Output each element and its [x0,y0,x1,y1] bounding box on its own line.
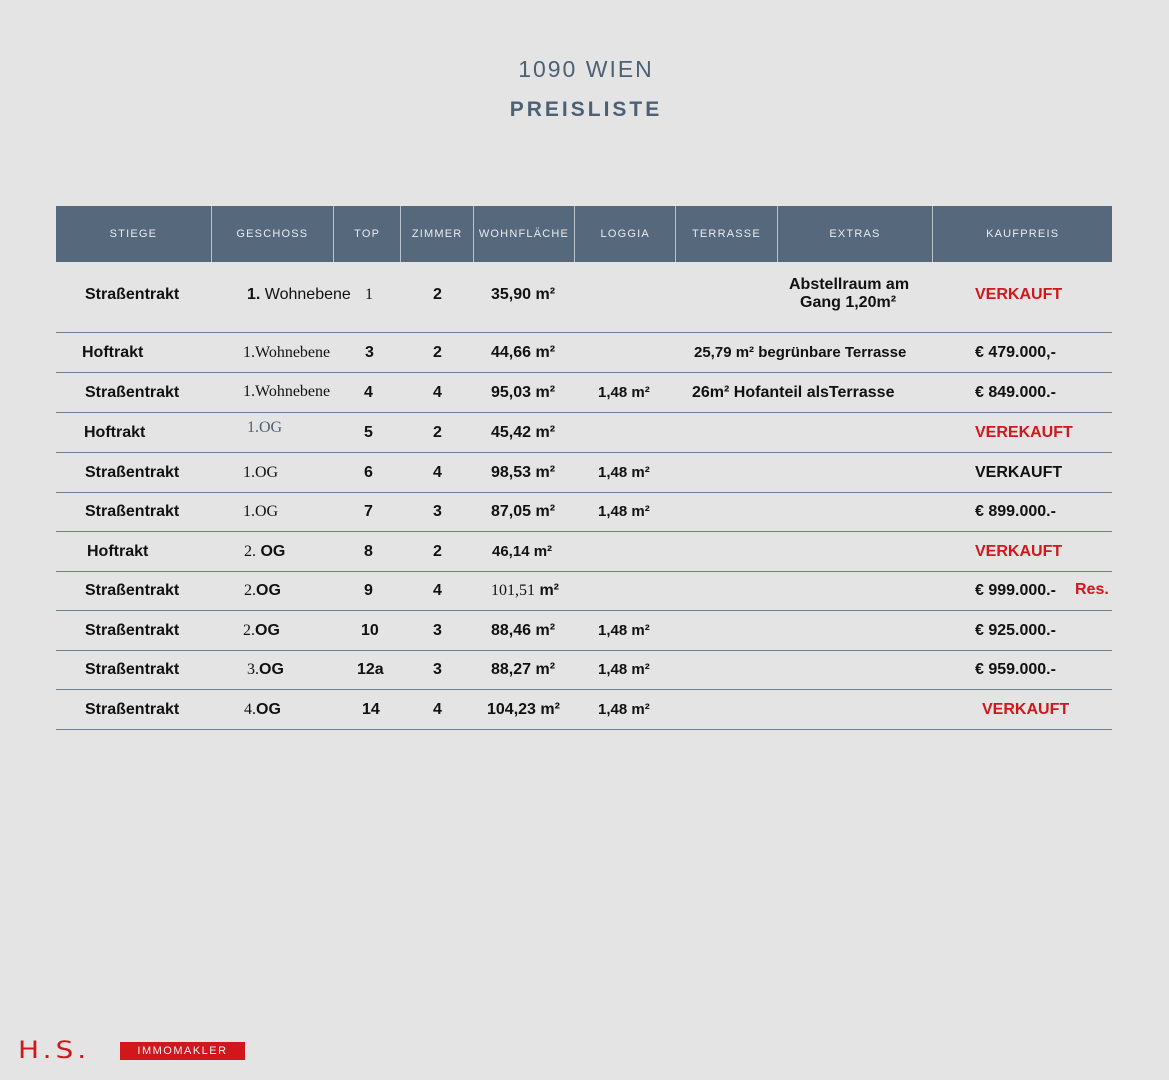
cell-kaufpreis: € 999.000.- [975,582,1056,599]
cell-geschoss: 2.OG [244,582,281,599]
col-header-geschoss: GESCHOSS [212,206,334,262]
table-row [56,651,1112,690]
cell-zimmer: 4 [433,582,442,599]
cell-top: 7 [364,503,373,520]
cell-top: 9 [364,582,373,599]
cell-geschoss: 1.Wohnebene [243,383,331,400]
cell-kaufpreis: € 925.000.- [975,622,1056,639]
cell-wohnflaeche: 88,46 m² [491,622,556,639]
cell-loggia: 1,48 m² [598,661,650,678]
cell-extras: 26m² Hofanteil alsTerrasse [692,384,895,401]
cell-wohnflaeche: 88,27 m² [491,661,556,678]
cell-top: 8 [364,543,373,560]
cell-wohnflaeche: 98,53 m² [491,464,556,481]
table-row [56,572,1112,611]
cell-zimmer: 3 [433,661,442,678]
cell-loggia: 1,48 m² [598,464,650,481]
cell-top: 12a [357,661,384,678]
cell-geschoss: 4.OG [244,701,281,718]
cell-stiege: Straßentrakt [85,582,180,599]
cell-wohnflaeche: 45,42 m² [491,424,556,441]
cell-stiege: Straßentrakt [85,464,180,481]
cell-top: 3 [365,344,374,361]
cell-kaufpreis: VERKAUFT [982,701,1070,718]
cell-wohnflaeche: 87,05 m² [491,503,556,520]
cell-kaufpreis: VEREKAUFT [975,424,1073,441]
logo-brand: H.S. [18,1036,91,1065]
table-row [56,493,1112,532]
cell-kaufpreis: € 959.000.- [975,661,1056,678]
cell-zimmer: 3 [433,503,442,520]
cell-extras: 25,79 m² begrünbare Terrasse [694,344,907,361]
page-title: 1090 WIEN [518,56,654,82]
cell-wohnflaeche: 104,23 m² [487,701,560,718]
cell-geschoss: 1.OG [243,503,279,520]
cell-loggia: 1,48 m² [598,384,650,401]
table-row [56,262,1112,333]
cell-geschoss: 1.Wohnebene [243,344,331,361]
cell-zimmer: 2 [433,344,442,361]
cell-top: 5 [364,424,373,441]
cell-geschoss: 2.OG [243,622,280,639]
col-header-loggia: LOGGIA [575,206,676,262]
table-row [56,373,1112,413]
cell-wohnflaeche: 95,03 m² [491,384,556,401]
cell-geschoss: 3.OG [247,661,284,678]
cell-stiege: Straßentrakt [85,384,180,401]
reserved-badge: Res. [1075,581,1109,598]
cell-top: 4 [364,384,373,401]
cell-loggia: 1,48 m² [598,622,650,639]
col-header-zimmer: ZIMMER [401,206,473,262]
col-header-terrasse: TERRASSE [676,206,777,262]
cell-wohnflaeche: 35,90 m² [491,286,556,303]
page-subtitle: PREISLISTE [509,98,663,121]
cell-kaufpreis: € 849.000.- [975,384,1056,401]
company-logo [18,1036,258,1066]
table-row [56,333,1112,373]
cell-top: 14 [362,701,380,718]
cell-wohnflaeche: 101,51 m² [491,582,559,599]
cell-top: 10 [361,622,379,639]
cell-top: 1 [365,286,373,303]
cell-stiege: Straßentrakt [85,661,180,678]
cell-geschoss: 1.OG [243,464,279,481]
cell-zimmer: 4 [433,701,442,718]
price-table [56,206,1112,730]
cell-zimmer: 4 [433,464,442,481]
cell-kaufpreis: VERKAUFT [975,286,1063,303]
cell-geschoss: 2. OG [244,543,286,560]
col-header-extras: EXTRAS [778,206,934,262]
table-row [56,532,1112,572]
cell-stiege: Hoftrakt [87,543,149,560]
table-row [56,611,1112,651]
cell-zimmer: 2 [433,424,442,441]
cell-stiege: Straßentrakt [85,701,180,718]
cell-kaufpreis: € 899.000.- [975,503,1056,520]
logo-tagline: IMMOMAKLER [120,1042,245,1060]
cell-extras-line1: Abstellraum am [789,276,910,293]
col-header-stiege: STIEGE [56,206,212,262]
cell-geschoss: 1.OG [247,419,283,436]
table-header [56,206,1112,262]
cell-stiege: Straßentrakt [85,286,180,303]
table-row [56,453,1112,493]
cell-zimmer: 3 [433,622,442,639]
cell-stiege: Straßentrakt [85,503,180,520]
cell-zimmer: 2 [433,543,442,560]
col-header-kaufpreis: KAUFPREIS [986,228,1060,240]
cell-wohnflaeche: 44,66 m² [491,344,556,361]
cell-kaufpreis: € 479.000,- [975,344,1056,361]
cell-stiege: Hoftrakt [84,424,146,441]
cell-kaufpreis: VERKAUFT [975,464,1063,481]
cell-geschoss: 1. Wohnebene [247,286,351,303]
cell-wohnflaeche: 46,14 m² [492,543,553,560]
cell-extras-line2: Gang 1,20m² [800,294,897,311]
cell-top: 6 [364,464,373,481]
col-header-wohnflaeche: WOHNFLÄCHE [474,206,575,262]
col-header-top: TOP [334,206,402,262]
cell-kaufpreis: VERKAUFT [975,543,1063,560]
cell-zimmer: 4 [433,384,442,401]
table-row [56,413,1112,453]
table-row [56,690,1112,730]
cell-zimmer: 2 [433,286,442,303]
cell-stiege: Hoftrakt [82,344,144,361]
cell-stiege: Straßentrakt [85,622,180,639]
cell-loggia: 1,48 m² [598,701,650,718]
cell-loggia: 1,48 m² [598,503,650,520]
